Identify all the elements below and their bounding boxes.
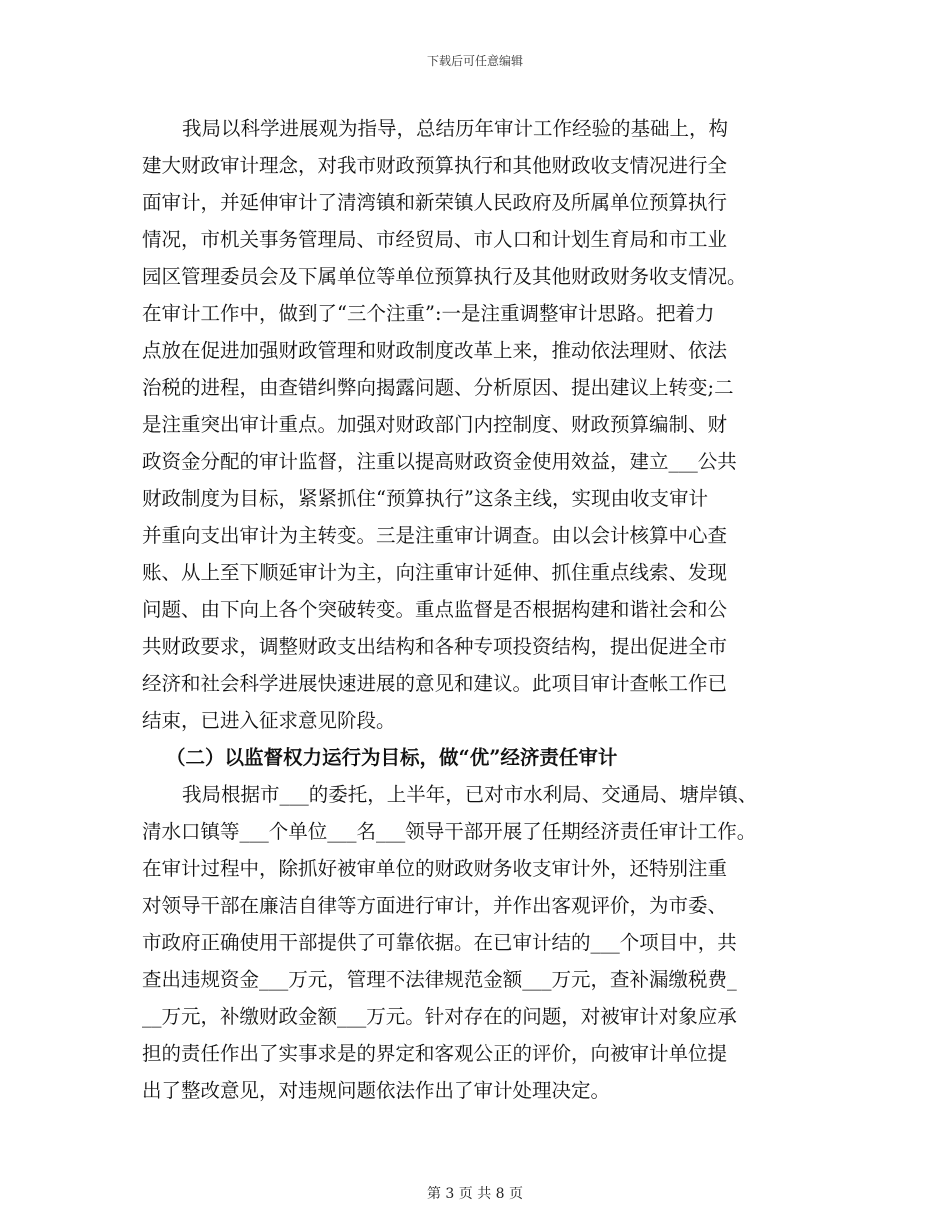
paragraph-line: 市政府正确使用干部提供了可靠依据。在已审计结的___个项目中，共	[142, 931, 737, 954]
paragraph-line: 我局以科学进展观为指导，总结历年审计工作经验的基础上，构	[182, 117, 729, 140]
section-heading	[142, 739, 812, 776]
page-footer: 第 3 页 共 8 页	[426, 1186, 524, 1202]
paragraph-line: 账、从上至下顺延审计为主，向注重审计延伸、抓住重点线索、发现	[142, 561, 728, 584]
paragraph-line: 在审计过程中，除抓好被审单位的财政财务收支审计外，还特别注重	[142, 857, 728, 880]
page-header: 下载后可任意编辑	[426, 54, 523, 68]
paragraph-line: 园区管理委员会及下属单位等单位预算执行及其他财政财务收支情况。	[142, 265, 747, 288]
paragraph-line: __万元，补缴财政金额___万元。针对存在的问题，对被审计对象应承	[142, 1005, 737, 1028]
paragraph-line: 清水口镇等___个单位___名___领导干部开展了任期经济责任审计工作。	[142, 820, 757, 843]
paragraph-line: 我局根据市___的委托，上半年，已对市水利局、交通局、塘岸镇、	[182, 783, 758, 806]
paragraph-line: 政资金分配的审计监督，注重以提高财政资金使用效益，建立___公共	[142, 450, 737, 473]
paragraph-1	[142, 110, 812, 739]
paragraph-line: 担的责任作出了实事求是的界定和客观公正的评价，向被审计单位提	[142, 1042, 728, 1065]
paragraph-line: 是注重突出审计重点。加强对财政部门内控制度、财政预算编制、财	[142, 413, 728, 436]
section-heading-text: （二）以监督权力运行为目标，做“优”经济责任审计	[166, 746, 618, 769]
paragraph-line: 情况，市机关事务管理局、市经贸局、市人口和计划生育局和市工业	[142, 228, 728, 251]
paragraph-2	[142, 776, 812, 1109]
paragraph-line: 查出违规资金___万元，管理不法律规范金额___万元，查补漏缴税费_	[142, 968, 737, 991]
paragraph-line: 问题、由下向上各个突破转变。重点监督是否根据构建和谐社会和公	[142, 598, 728, 621]
paragraph-line: 出了整改意见，对违规问题依法作出了审计处理决定。	[142, 1079, 611, 1102]
paragraph-line: 并重向支出审计为主转变。三是注重审计调查。由以会计核算中心查	[142, 524, 728, 547]
paragraph-line: 治税的进程，由查错纠弊向揭露问题、分析原因、提出建议上转变;二	[142, 376, 734, 399]
paragraph-line: 在审计工作中，做到了“三个注重”:一是注重调整审计思路。把着力	[142, 302, 715, 325]
document-body	[142, 110, 812, 1109]
paragraph-line: 对领导干部在廉洁自律等方面进行审计，并作出客观评价，为市委、	[142, 894, 728, 917]
paragraph-line: 面审计，并延伸审计了清湾镇和新荣镇人民政府及所属单位预算执行	[142, 191, 728, 214]
paragraph-line: 经济和社会科学进展快速进展的意见和建议。此项目审计查帐工作已	[142, 672, 728, 695]
paragraph-line: 点放在促进加强财政管理和财政制度改革上来，推动依法理财、依法	[142, 339, 728, 362]
paragraph-line: 共财政要求，调整财政支出结构和各种专项投资结构，提出促进全市	[142, 635, 728, 658]
paragraph-line: 财政制度为目标，紧紧抓住“预算执行”这条主线，实现由收支审计	[142, 487, 708, 510]
paragraph-line: 结束，已进入征求意见阶段。	[142, 709, 396, 732]
paragraph-line: 建大财政审计理念，对我市财政预算执行和其他财政收支情况进行全	[142, 154, 728, 177]
